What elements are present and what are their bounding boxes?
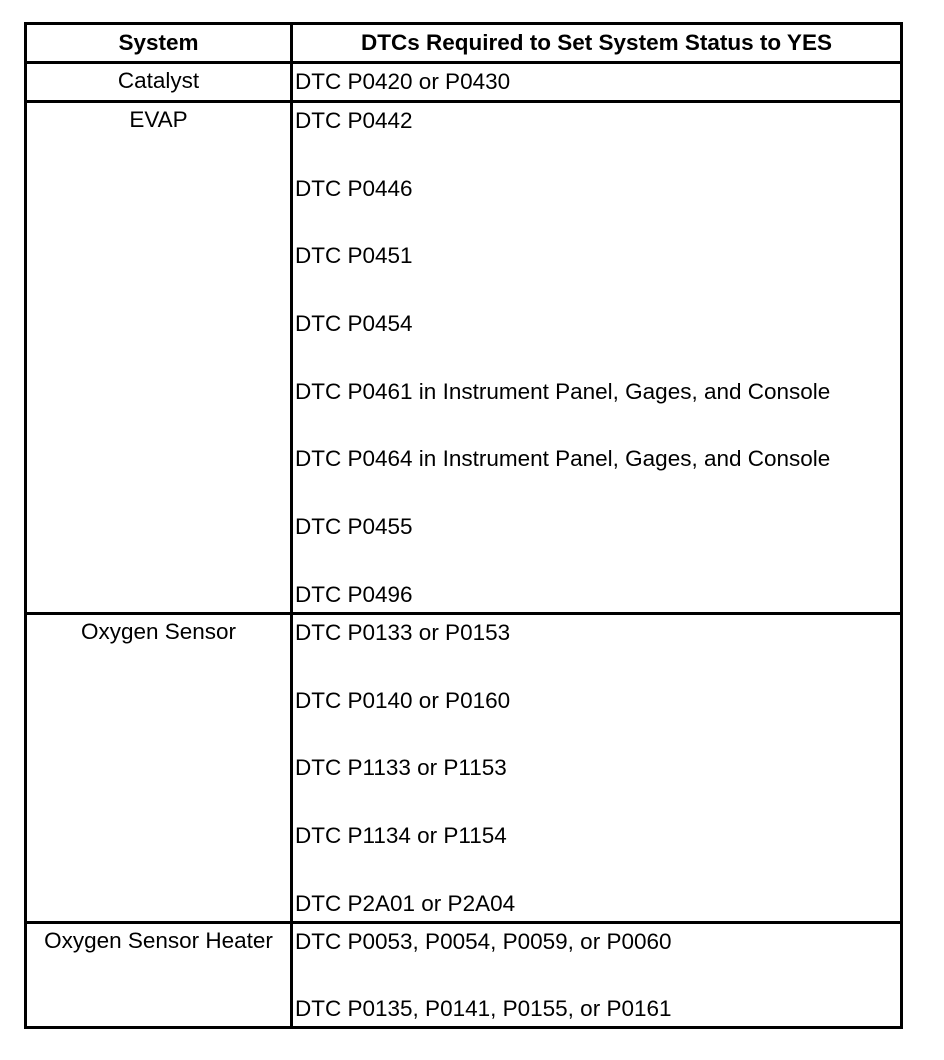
dtc-entry: DTC P1134 or P1154 bbox=[295, 822, 507, 848]
header-row bbox=[26, 24, 902, 63]
dtc-entry: DTC P0455 bbox=[295, 514, 413, 540]
dtc-entry: DTC P1133 or P1153 bbox=[295, 755, 507, 781]
system-cell: Oxygen Sensor Heater bbox=[26, 922, 292, 1028]
dtc-entry: DTC P0442 bbox=[295, 108, 413, 133]
dtc-entry: DTC P0496 bbox=[295, 581, 413, 607]
dtc-entry: DTC P0461 in Instrument Panel, Gages, and Console bbox=[295, 378, 831, 404]
dtc-entry: DTC P0133 or P0153 bbox=[295, 619, 511, 645]
dtc-cell bbox=[292, 613, 902, 922]
system-cell: Catalyst bbox=[26, 63, 292, 102]
dtc-entry: DTC P0140 or P0160 bbox=[295, 687, 511, 713]
dtc-entry: DTC P0451 bbox=[295, 243, 413, 269]
dtc-cell bbox=[292, 922, 902, 1028]
dtc-cell bbox=[292, 63, 902, 102]
table-row-oxygen-sensor-heater bbox=[26, 922, 902, 1028]
table-row-catalyst bbox=[26, 63, 902, 102]
table-row-oxygen-sensor bbox=[26, 613, 902, 922]
dtc-entry: DTC P0446 bbox=[295, 175, 413, 201]
table-row-evap bbox=[26, 102, 902, 614]
system-cell: EVAP bbox=[26, 102, 292, 614]
dtc-cell bbox=[292, 102, 902, 614]
system-cell: Oxygen Sensor bbox=[26, 613, 292, 922]
header-system: System bbox=[26, 24, 292, 63]
dtc-entry: DTC P0454 bbox=[295, 311, 413, 337]
dtc-entry: DTC P0053, P0054, P0059, or P0060 bbox=[295, 928, 672, 954]
dtc-entry: DTC P2A01 or P2A04 bbox=[295, 890, 516, 916]
dtc-entry: DTC P0464 in Instrument Panel, Gages, and Console bbox=[295, 446, 831, 472]
header-dtcs: DTCs Required to Set System Status to YES bbox=[292, 24, 902, 63]
dtc-system-status-table bbox=[24, 22, 903, 1029]
dtc-entry: DTC P0135, P0141, P0155, or P0161 bbox=[295, 996, 672, 1022]
dtc-entry: DTC P0420 or P0430 bbox=[295, 69, 511, 94]
